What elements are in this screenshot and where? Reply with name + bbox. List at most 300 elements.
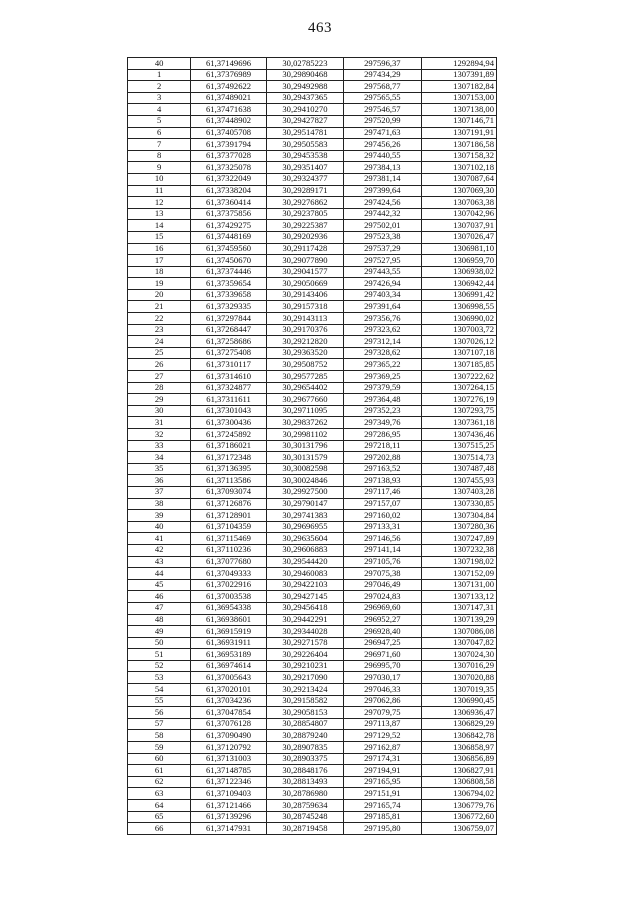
latitude-cell: 61,37121466 [191,800,266,812]
table-row [128,649,497,661]
northing-cell: 1307146,71 [421,115,496,127]
point-number-cell: 21 [128,301,191,313]
northing-cell: 1307487,48 [421,463,496,475]
longitude-cell: 30,29437365 [266,92,343,104]
table-row [128,429,497,441]
longitude-cell: 30,29225387 [266,220,343,232]
easting-cell: 296952,27 [344,614,421,626]
longitude-cell: 30,28907835 [266,742,343,754]
latitude-cell: 61,37359654 [191,278,266,290]
northing-cell: 1307024,30 [421,649,496,661]
easting-cell: 297046,33 [344,684,421,696]
easting-cell: 297163,52 [344,463,421,475]
easting-cell: 297546,57 [344,104,421,116]
longitude-cell: 30,29427145 [266,591,343,603]
easting-cell: 297440,55 [344,150,421,162]
point-number-cell: 48 [128,614,191,626]
latitude-cell: 61,37322049 [191,173,266,185]
longitude-cell: 30,29790147 [266,498,343,510]
longitude-cell: 30,28848176 [266,765,343,777]
latitude-cell: 61,37149696 [191,58,266,70]
point-number-cell: 61 [128,765,191,777]
point-number-cell: 36 [128,475,191,487]
longitude-cell: 30,29837262 [266,417,343,429]
latitude-cell: 61,37139296 [191,811,266,823]
latitude-cell: 61,37131003 [191,753,266,765]
table-row [128,382,497,394]
northing-cell: 1307003,72 [421,324,496,336]
table-row [128,104,497,116]
latitude-cell: 61,37459560 [191,243,266,255]
table-row [128,417,497,429]
longitude-cell: 30,28786980 [266,788,343,800]
easting-cell: 296928,40 [344,626,421,638]
longitude-cell: 30,29289171 [266,185,343,197]
latitude-cell: 61,37360414 [191,197,266,209]
latitude-cell: 61,37093074 [191,486,266,498]
latitude-cell: 61,37324877 [191,382,266,394]
point-number-cell: 57 [128,718,191,730]
latitude-cell: 61,37310117 [191,359,266,371]
easting-cell: 296969,60 [344,602,421,614]
table-row [128,510,497,522]
easting-cell: 297202,88 [344,452,421,464]
latitude-cell: 61,37275408 [191,347,266,359]
table-row [128,475,497,487]
table-row [128,707,497,719]
easting-cell: 296995,70 [344,660,421,672]
table-row [128,765,497,777]
easting-cell: 297328,62 [344,347,421,359]
table-row [128,637,497,649]
longitude-cell: 30,29927500 [266,486,343,498]
latitude-cell: 61,37268447 [191,324,266,336]
table-row [128,58,497,70]
latitude-cell: 61,37047854 [191,707,266,719]
longitude-cell: 30,29981102 [266,429,343,441]
longitude-cell: 30,29077890 [266,255,343,267]
point-number-cell: 49 [128,626,191,638]
table-row [128,81,497,93]
northing-cell: 1307330,85 [421,498,496,510]
longitude-cell: 30,29058153 [266,707,343,719]
point-number-cell: 2 [128,81,191,93]
point-number-cell: 39 [128,510,191,522]
longitude-cell: 30,29217090 [266,672,343,684]
table-row [128,452,497,464]
point-number-cell: 33 [128,440,191,452]
easting-cell: 297062,86 [344,695,421,707]
longitude-cell: 30,29492988 [266,81,343,93]
latitude-cell: 61,37172348 [191,452,266,464]
point-number-cell: 15 [128,231,191,243]
point-number-cell: 44 [128,568,191,580]
longitude-cell: 30,29606883 [266,544,343,556]
point-number-cell: 17 [128,255,191,267]
table-row [128,243,497,255]
longitude-cell: 30,29041577 [266,266,343,278]
point-number-cell: 52 [128,660,191,672]
northing-cell: 1307152,09 [421,568,496,580]
point-number-cell: 40 [128,521,191,533]
easting-cell: 297079,75 [344,707,421,719]
easting-cell: 297218,11 [344,440,421,452]
latitude-cell: 61,37034236 [191,695,266,707]
page-number: 463 [308,20,332,36]
easting-cell: 297352,23 [344,405,421,417]
northing-cell: 1306808,58 [421,776,496,788]
longitude-cell: 30,30131579 [266,452,343,464]
northing-cell: 1306998,55 [421,301,496,313]
table-row [128,521,497,533]
latitude-cell: 61,37311611 [191,394,266,406]
easting-cell: 297160,02 [344,510,421,522]
northing-cell: 1307198,02 [421,556,496,568]
table-row [128,811,497,823]
northing-cell: 1306827,91 [421,765,496,777]
northing-cell: 1307047,82 [421,637,496,649]
point-number-cell: 18 [128,266,191,278]
easting-cell: 297286,95 [344,429,421,441]
northing-cell: 1307131,00 [421,579,496,591]
latitude-cell: 61,37076128 [191,718,266,730]
northing-cell: 1307139,29 [421,614,496,626]
northing-cell: 1306779,76 [421,800,496,812]
easting-cell: 297075,38 [344,568,421,580]
point-number-cell: 56 [128,707,191,719]
longitude-cell: 30,29460083 [266,568,343,580]
longitude-cell: 30,29226404 [266,649,343,661]
easting-cell: 297194,91 [344,765,421,777]
point-number-cell: 11 [128,185,191,197]
table-row [128,231,497,243]
table-row [128,173,497,185]
point-number-cell: 9 [128,162,191,174]
longitude-cell: 30,29158582 [266,695,343,707]
northing-cell: 1307276,19 [421,394,496,406]
easting-cell: 297471,63 [344,127,421,139]
table-row [128,742,497,754]
easting-cell: 297537,29 [344,243,421,255]
longitude-cell: 30,29050669 [266,278,343,290]
latitude-cell: 61,37297844 [191,313,266,325]
point-number-cell: 27 [128,371,191,383]
northing-cell: 1307391,89 [421,69,496,81]
latitude-cell: 61,37049333 [191,568,266,580]
northing-cell: 1307403,28 [421,486,496,498]
latitude-cell: 61,37104359 [191,521,266,533]
northing-cell: 1306842,78 [421,730,496,742]
latitude-cell: 61,37377028 [191,150,266,162]
point-number-cell: 47 [128,602,191,614]
easting-cell: 297364,48 [344,394,421,406]
table-row [128,684,497,696]
latitude-cell: 61,37109403 [191,788,266,800]
point-number-cell: 38 [128,498,191,510]
latitude-cell: 61,37113586 [191,475,266,487]
table-row [128,776,497,788]
table-row [128,394,497,406]
easting-cell: 297133,31 [344,521,421,533]
table-row [128,69,497,81]
longitude-cell: 30,29202936 [266,231,343,243]
northing-cell: 1307304,84 [421,510,496,522]
northing-cell: 1307026,47 [421,231,496,243]
table-row [128,289,497,301]
easting-cell: 297151,91 [344,788,421,800]
northing-cell: 1307280,36 [421,521,496,533]
latitude-cell: 61,36931911 [191,637,266,649]
point-number-cell: 62 [128,776,191,788]
table-row [128,695,497,707]
easting-cell: 297384,13 [344,162,421,174]
point-number-cell: 4 [128,104,191,116]
longitude-cell: 30,29422103 [266,579,343,591]
longitude-cell: 30,30082598 [266,463,343,475]
latitude-cell: 61,37339658 [191,289,266,301]
longitude-cell: 30,29741383 [266,510,343,522]
table-row [128,672,497,684]
point-number-cell: 32 [128,429,191,441]
latitude-cell: 61,37375856 [191,208,266,220]
northing-cell: 1307069,30 [421,185,496,197]
easting-cell: 297523,38 [344,231,421,243]
latitude-cell: 61,37128901 [191,510,266,522]
longitude-cell: 30,29237805 [266,208,343,220]
easting-cell: 297165,74 [344,800,421,812]
point-number-cell: 46 [128,591,191,603]
longitude-cell: 30,29117428 [266,243,343,255]
point-number-cell: 6 [128,127,191,139]
easting-cell: 297565,55 [344,92,421,104]
table-row [128,591,497,603]
latitude-cell: 61,37405708 [191,127,266,139]
point-number-cell: 64 [128,800,191,812]
easting-cell: 297369,25 [344,371,421,383]
table-row [128,440,497,452]
point-number-cell: 29 [128,394,191,406]
longitude-cell: 30,28903375 [266,753,343,765]
longitude-cell: 30,29170376 [266,324,343,336]
point-number-cell: 59 [128,742,191,754]
longitude-cell: 30,29276862 [266,197,343,209]
point-number-cell: 13 [128,208,191,220]
northing-cell: 1306959,70 [421,255,496,267]
easting-cell: 297596,37 [344,58,421,70]
longitude-cell: 30,29508752 [266,359,343,371]
point-number-cell: 22 [128,313,191,325]
northing-cell: 1307087,64 [421,173,496,185]
longitude-cell: 30,28813493 [266,776,343,788]
longitude-cell: 30,29456418 [266,602,343,614]
latitude-cell: 61,37374446 [191,266,266,278]
latitude-cell: 61,37005643 [191,672,266,684]
longitude-cell: 30,28854807 [266,718,343,730]
longitude-cell: 30,29271578 [266,637,343,649]
table-row [128,208,497,220]
northing-cell: 1307147,31 [421,602,496,614]
northing-cell: 1306794,02 [421,788,496,800]
northing-cell: 1307133,12 [421,591,496,603]
point-number-cell: 42 [128,544,191,556]
easting-cell: 297527,95 [344,255,421,267]
point-number-cell: 50 [128,637,191,649]
longitude-cell: 30,29143113 [266,313,343,325]
northing-cell: 1307515,25 [421,440,496,452]
table-row [128,162,497,174]
point-number-cell: 28 [128,382,191,394]
point-number-cell: 16 [128,243,191,255]
northing-cell: 1307138,00 [421,104,496,116]
easting-cell: 297391,64 [344,301,421,313]
longitude-cell: 30,28879240 [266,730,343,742]
easting-cell: 297424,56 [344,197,421,209]
longitude-cell: 30,29442291 [266,614,343,626]
latitude-cell: 61,37450670 [191,255,266,267]
table-row [128,753,497,765]
table-row [128,127,497,139]
longitude-cell: 30,29654402 [266,382,343,394]
point-number-cell: 53 [128,672,191,684]
longitude-cell: 30,28719458 [266,823,343,835]
easting-cell: 297349,76 [344,417,421,429]
latitude-cell: 61,37115469 [191,533,266,545]
table-row [128,359,497,371]
northing-cell: 1307264,15 [421,382,496,394]
northing-cell: 1307191,91 [421,127,496,139]
easting-cell: 297426,94 [344,278,421,290]
table-row [128,197,497,209]
longitude-cell: 30,29514781 [266,127,343,139]
table-row [128,278,497,290]
point-number-cell: 30 [128,405,191,417]
longitude-cell: 30,29213424 [266,684,343,696]
latitude-cell: 61,37020101 [191,684,266,696]
northing-cell: 1307361,18 [421,417,496,429]
easting-cell: 297138,93 [344,475,421,487]
longitude-cell: 30,28759634 [266,800,343,812]
longitude-cell: 30,30131796 [266,440,343,452]
longitude-cell: 30,29210231 [266,660,343,672]
point-number-cell: 19 [128,278,191,290]
longitude-cell: 30,29677660 [266,394,343,406]
northing-cell: 1307107,18 [421,347,496,359]
northing-cell: 1306990,02 [421,313,496,325]
northing-cell: 1306981,10 [421,243,496,255]
point-number-cell: 25 [128,347,191,359]
easting-cell: 297165,95 [344,776,421,788]
latitude-cell: 61,37448169 [191,231,266,243]
table-row [128,533,497,545]
northing-cell: 1307037,91 [421,220,496,232]
easting-cell: 297381,14 [344,173,421,185]
latitude-cell: 61,37314610 [191,371,266,383]
point-number-cell: 54 [128,684,191,696]
table-row [128,139,497,151]
longitude-cell: 30,29505583 [266,139,343,151]
northing-cell: 1307186,58 [421,139,496,151]
point-number-cell: 14 [128,220,191,232]
easting-cell: 297312,14 [344,336,421,348]
latitude-cell: 61,37110236 [191,544,266,556]
latitude-cell: 61,37471638 [191,104,266,116]
northing-cell: 1307020,88 [421,672,496,684]
point-number-cell: 7 [128,139,191,151]
latitude-cell: 61,37022916 [191,579,266,591]
northing-cell: 1306942,44 [421,278,496,290]
northing-cell: 1307436,46 [421,429,496,441]
table-row [128,568,497,580]
longitude-cell: 30,29410270 [266,104,343,116]
easting-cell: 297162,87 [344,742,421,754]
longitude-cell: 30,29453538 [266,150,343,162]
easting-cell: 297129,52 [344,730,421,742]
point-number-cell: 8 [128,150,191,162]
easting-cell: 297105,76 [344,556,421,568]
latitude-cell: 61,36915919 [191,626,266,638]
latitude-cell: 61,36954338 [191,602,266,614]
point-number-cell: 41 [128,533,191,545]
table-row [128,266,497,278]
latitude-cell: 61,37258686 [191,336,266,348]
easting-cell: 297030,17 [344,672,421,684]
northing-cell: 1307185,85 [421,359,496,371]
longitude-cell: 30,29212820 [266,336,343,348]
table-row [128,150,497,162]
latitude-cell: 61,37338204 [191,185,266,197]
latitude-cell: 61,36953189 [191,649,266,661]
latitude-cell: 61,37003538 [191,591,266,603]
table-row [128,463,497,475]
easting-cell: 297365,22 [344,359,421,371]
table-row [128,371,497,383]
table-row [128,405,497,417]
northing-cell: 1307016,29 [421,660,496,672]
easting-cell: 297379,59 [344,382,421,394]
point-number-cell: 63 [128,788,191,800]
northing-cell: 1306829,29 [421,718,496,730]
point-number-cell: 34 [128,452,191,464]
easting-cell: 297024,83 [344,591,421,603]
point-number-cell: 1 [128,69,191,81]
table-row [128,602,497,614]
table-row [128,486,497,498]
point-number-cell: 43 [128,556,191,568]
point-number-cell: 24 [128,336,191,348]
easting-cell: 297185,81 [344,811,421,823]
longitude-cell: 30,29711095 [266,405,343,417]
latitude-cell: 61,37329335 [191,301,266,313]
latitude-cell: 61,37301043 [191,405,266,417]
latitude-cell: 61,37122346 [191,776,266,788]
table-row [128,718,497,730]
table-row [128,92,497,104]
latitude-cell: 61,36938601 [191,614,266,626]
point-number-cell: 3 [128,92,191,104]
latitude-cell: 61,37148785 [191,765,266,777]
table-row [128,730,497,742]
longitude-cell: 30,29363520 [266,347,343,359]
northing-cell: 1306759,07 [421,823,496,835]
latitude-cell: 61,37120792 [191,742,266,754]
northing-cell: 1306772,60 [421,811,496,823]
latitude-cell: 61,37090490 [191,730,266,742]
latitude-cell: 61,37448902 [191,115,266,127]
northing-cell: 1307232,38 [421,544,496,556]
table-row [128,301,497,313]
point-number-cell: 5 [128,115,191,127]
easting-cell: 297403,34 [344,289,421,301]
